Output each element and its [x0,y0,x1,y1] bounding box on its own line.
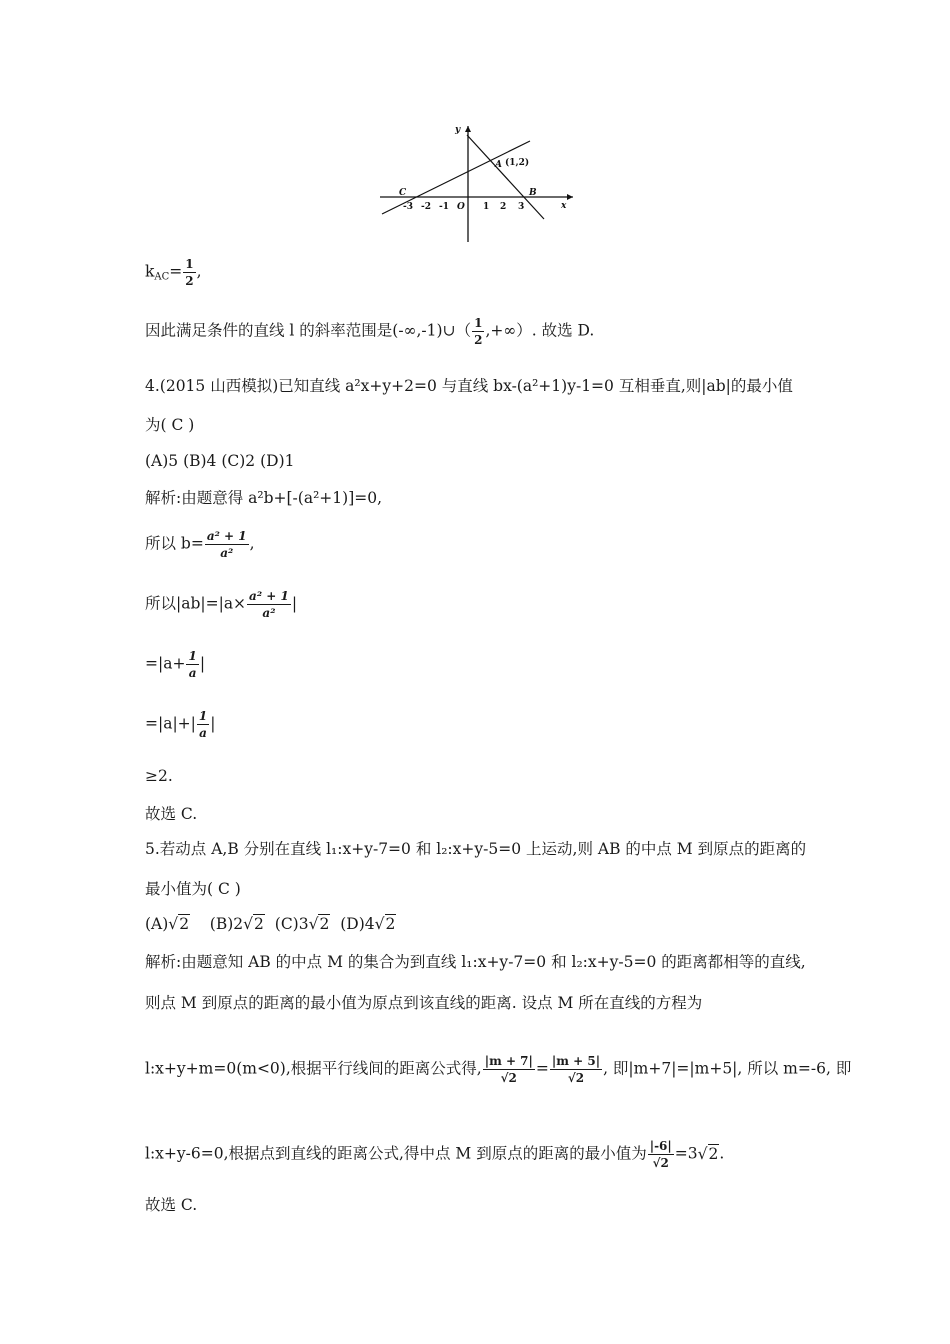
tick-label: -1 [439,202,449,212]
q5-solution-3: l:x+y+m=0(m<0),根据平行线间的距离公式得, $\frac{|m + 7|}{√2}$ = $\frac{|m + 5|}{√2}$ , 即|m+7|=|m+5|, 所以 m=-6, 即 [145,1054,852,1085]
q4-solution-3: 所以|ab|=|a× $\frac{\text{a² + 1}}{\text{a²}}$ | [145,589,298,620]
q4-stem-line1: 4.(2015 山西模拟)已知直线 a²x+y+2=0 与直线 bx-(a²+1)y-1=0 互相垂直,则|ab|的最小值 [145,377,793,395]
slope-range-line: 因此满足条件的直线 l 的斜率范围是(-∞,-1)∪（ $\frac{1}{2}$ ,+∞）. 故选 D. [145,316,595,347]
q4-solution-5: =|a|+| $\frac{1}{a}$ | [145,709,216,740]
q5-solution-1: 解析:由题意知 AB 的中点 M 的集合为到直线 l₁:x+y-7=0 和 l₂:x+y-5=0 的距离都相等的直线, [145,953,806,971]
point-c-label: C [399,188,407,198]
q4-options: (A)5 (B)4 (C)2 (D)1 [145,452,295,470]
q4-answer: 故选 C. [145,805,198,823]
tick-label: 1 [483,202,490,212]
q4-solution-6: ≥2. [145,767,173,785]
q5-stem-line2: 最小值为( C ) [145,880,241,898]
tick-label: 3 [518,202,525,212]
x-axis-label: x [561,201,567,211]
q5-solution-2: 则点 M 到原点的距离的最小值为原点到该直线的距离. 设点 M 所在直线的方程为 [145,994,703,1012]
origin-label: O [457,202,465,212]
q4-solution-1: 解析:由题意得 a²b+[-(a²+1)]=0, [145,489,383,507]
q5-options: (A)√2 (B)2√2 (C)3√2 (D)4√2 [145,915,396,933]
q5-solution-4: l:x+y-6=0,根据点到直线的距离公式,得中点 M 到原点的距离的最小值为 $\frac{|-6|}{√2}$ =3√2. [145,1139,725,1170]
q5-stem-line1: 5.若动点 A,B 分别在直线 l₁:x+y-7=0 和 l₂:x+y-5=0 上运动,则 AB 的中点 M 到原点的距离的 [145,840,807,858]
coordinate-graph [378,120,578,245]
slope-ac-line: $k_{AC}=$ $\frac{1}{2}$ , [145,257,202,288]
point-b-label: B [529,188,537,198]
point-a-label: A [495,160,502,170]
tick-label: -2 [421,202,431,212]
point-a-coords: (1,2) [505,158,530,168]
q4-solution-2: 所以 b= $\frac{\text{a² + 1}}{\text{a²}}$ , [145,529,255,560]
y-axis-label: y [455,125,461,135]
q4-solution-4: =|a+ $\frac{1}{a}$ | [145,649,206,680]
q5-answer: 故选 C. [145,1196,198,1214]
tick-label: -3 [403,202,413,212]
q4-stem-line2: 为( C ) [145,416,195,434]
tick-label: 2 [500,202,507,212]
